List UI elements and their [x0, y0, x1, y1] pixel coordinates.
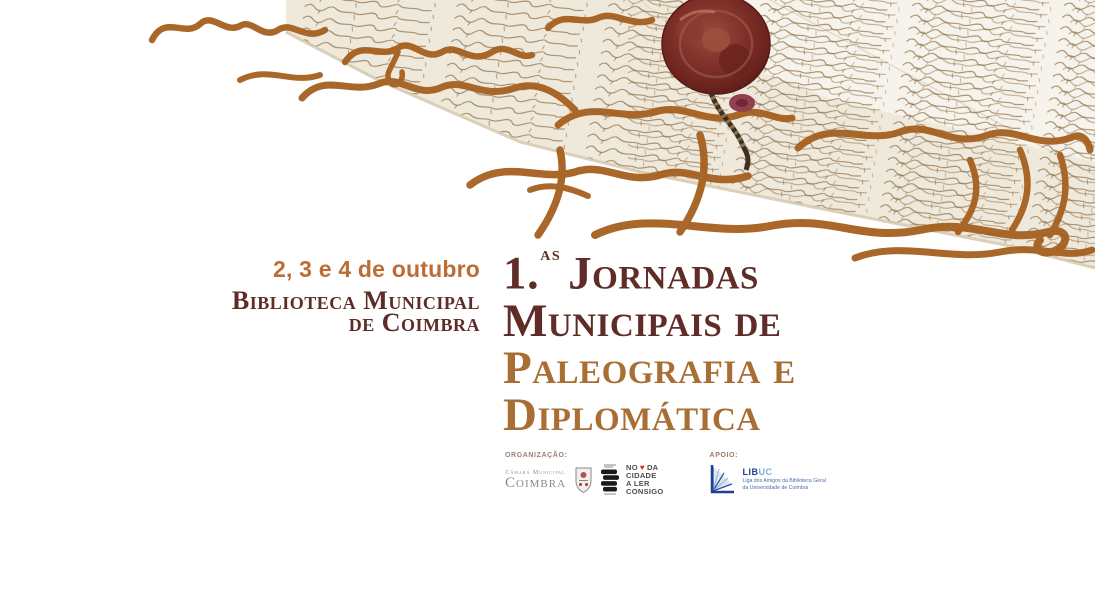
libuc-fan-icon [710, 464, 736, 494]
title-line4: Diplomática [503, 388, 761, 441]
title-line1 [503, 243, 796, 298]
coimbra-crest-icon [573, 467, 594, 494]
venue-line1: Biblioteca Municipal [231, 286, 480, 315]
reading-logo-line2: CIDADE [626, 471, 657, 481]
libuc-tagline-line1: Liga dos Amigos da Biblioteca Geral [742, 477, 826, 484]
camara-municipal-coimbra-logo [505, 470, 566, 490]
support-label: APOIO: [709, 452, 739, 459]
support-group [710, 452, 826, 496]
event-dates: 2, 3 e 4 de outubro [272, 256, 480, 282]
coimbra-logo-name: Coimbra [505, 475, 567, 491]
title-line3: Paleografia e [503, 341, 796, 394]
organization-group [505, 452, 664, 496]
heart-icon: ♥ [639, 463, 645, 473]
title-line1-text: Jornadas [568, 247, 759, 300]
title-number: 1. [503, 247, 540, 300]
libuc-tagline-line2: da Universidade de Coimbra [742, 484, 809, 491]
reading-logo-line1: NO ♥ DA [626, 463, 659, 473]
coimbra-logo-topline: Câmara Municipal [505, 470, 566, 476]
organization-label: ORGANIZAÇÃO: [505, 452, 568, 459]
reading-logo-line3: A LER [626, 479, 650, 488]
footer-logos [505, 452, 826, 496]
venue [160, 286, 480, 337]
stacked-books-icon [601, 464, 619, 496]
date-venue-block [160, 256, 480, 337]
event-title [503, 243, 796, 439]
libuc-logo [743, 468, 826, 491]
reading-logo-line4: CONSIGO [626, 486, 664, 496]
title-ordinal: as [540, 242, 562, 265]
a-ler-consigo-logo [626, 464, 664, 495]
libuc-name: LIBUC [742, 466, 773, 477]
venue-line2: de Coimbra [348, 308, 480, 337]
title-line2: Municipais de [503, 294, 782, 347]
